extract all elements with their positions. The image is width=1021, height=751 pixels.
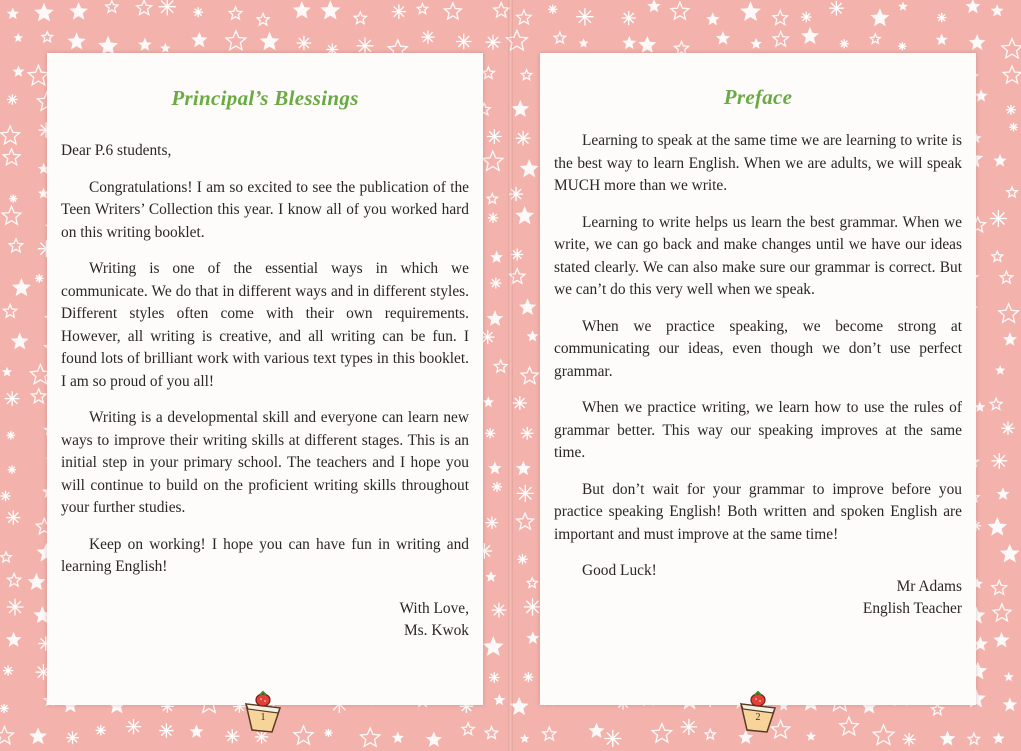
sparkle-icon bbox=[511, 249, 523, 261]
star-icon bbox=[873, 725, 894, 745]
sparkle-icon bbox=[6, 510, 20, 524]
sparkle-icon bbox=[489, 672, 500, 683]
star-icon bbox=[969, 34, 986, 50]
star-icon bbox=[361, 728, 380, 746]
star-icon bbox=[801, 27, 819, 44]
star-icon bbox=[999, 304, 1018, 323]
sparkle-icon bbox=[392, 5, 406, 19]
star-icon bbox=[7, 7, 19, 19]
sparkle-icon bbox=[486, 35, 501, 50]
sparkle-icon bbox=[801, 12, 812, 23]
sparkle-icon bbox=[513, 396, 527, 410]
sparkle-icon bbox=[225, 729, 239, 743]
star-icon bbox=[773, 10, 788, 24]
star-icon bbox=[995, 365, 1005, 375]
star-icon bbox=[932, 704, 944, 715]
star-icon bbox=[260, 32, 280, 51]
star-icon bbox=[1004, 672, 1014, 681]
star-icon bbox=[527, 330, 539, 341]
star-icon bbox=[42, 32, 53, 42]
sparkle-icon bbox=[991, 453, 1007, 469]
star-icon bbox=[28, 573, 46, 590]
star-icon bbox=[543, 727, 556, 740]
star-icon bbox=[652, 724, 672, 743]
sparkle-icon bbox=[126, 719, 141, 734]
star-icon bbox=[485, 727, 497, 739]
star-icon bbox=[68, 32, 86, 49]
star-icon bbox=[1, 126, 20, 144]
sparkle-icon bbox=[523, 672, 533, 682]
page-title-preface: Preface bbox=[723, 85, 793, 109]
star-icon bbox=[494, 3, 509, 17]
star-icon bbox=[992, 251, 1003, 261]
teacher-signoff bbox=[863, 576, 962, 620]
star-icon bbox=[992, 580, 1007, 594]
star-icon bbox=[494, 694, 506, 705]
sparkle-icon bbox=[9, 195, 17, 203]
sparkle-icon bbox=[486, 516, 499, 529]
star-icon bbox=[12, 278, 31, 296]
star-icon bbox=[4, 305, 17, 318]
star-icon bbox=[11, 332, 29, 349]
paragraph: Writing is a developmental skill and everyone can learn new ways to improve their writing skills at different stages. This is an initial step in your primary school. The teachers and I hope you will continue to build on the proficient writing skills throughout your further studies. bbox=[61, 409, 469, 516]
sparkle-icon bbox=[66, 731, 79, 744]
star-icon bbox=[975, 89, 988, 102]
sparkle-icon bbox=[1006, 105, 1016, 115]
sparkle-icon bbox=[1001, 422, 1014, 435]
page-number: 2 bbox=[755, 712, 761, 723]
sparkle-icon bbox=[0, 491, 10, 502]
star-icon bbox=[137, 0, 152, 14]
star-icon bbox=[483, 151, 503, 170]
star-icon bbox=[444, 3, 461, 19]
page-title-principals-blessings: Principal’s Blessings bbox=[171, 86, 359, 110]
sparkle-icon bbox=[490, 278, 501, 289]
sparkle-icon bbox=[488, 213, 498, 223]
star-icon bbox=[638, 36, 656, 53]
sparkle-icon bbox=[492, 603, 507, 618]
star-icon bbox=[991, 4, 1004, 16]
signoff-name: Mr Adams bbox=[896, 578, 962, 595]
sparkle-icon bbox=[421, 30, 434, 43]
star-icon bbox=[417, 4, 428, 14]
sparkle-icon bbox=[7, 94, 18, 104]
star-icon bbox=[993, 604, 1011, 621]
star-icon bbox=[29, 727, 47, 744]
star-icon bbox=[490, 251, 503, 263]
star-icon bbox=[870, 8, 889, 26]
sparkle-icon bbox=[622, 11, 636, 25]
star-icon bbox=[994, 632, 1010, 647]
sparkle-icon bbox=[898, 42, 906, 50]
preface-body bbox=[554, 130, 962, 597]
star-icon bbox=[1007, 187, 1018, 197]
strawberry-cake-icon bbox=[240, 690, 286, 736]
star-icon bbox=[840, 717, 859, 735]
star-icon bbox=[257, 13, 269, 25]
star-icon bbox=[160, 43, 170, 53]
star-icon bbox=[31, 389, 46, 403]
star-icon bbox=[589, 723, 605, 738]
star-icon bbox=[988, 517, 1008, 536]
star-icon bbox=[482, 67, 494, 78]
star-icon bbox=[229, 7, 242, 19]
strawberry-cake-icon bbox=[735, 690, 781, 736]
star-icon bbox=[968, 733, 980, 744]
sparkle-icon bbox=[7, 431, 16, 440]
star-icon bbox=[392, 732, 404, 744]
star-icon bbox=[1003, 332, 1017, 346]
left-page bbox=[47, 53, 483, 705]
star-icon bbox=[1003, 66, 1021, 83]
salutation: Dear P.6 students, bbox=[61, 142, 172, 159]
sparkle-icon bbox=[937, 13, 946, 22]
sparkle-icon bbox=[1009, 123, 1018, 132]
sparkle-icon bbox=[524, 598, 541, 615]
star-icon bbox=[806, 731, 816, 741]
principal-signoff bbox=[400, 598, 469, 642]
star-icon bbox=[190, 724, 204, 737]
sparkle-icon bbox=[159, 723, 173, 737]
star-icon bbox=[705, 729, 715, 739]
sparkle-icon bbox=[0, 704, 9, 713]
sparkle-icon bbox=[576, 8, 593, 25]
star-icon bbox=[515, 206, 534, 224]
sparkle-icon bbox=[903, 733, 916, 746]
star-icon bbox=[993, 154, 1006, 167]
sparkle-icon bbox=[517, 485, 534, 502]
sparkle-icon bbox=[324, 729, 332, 737]
star-icon bbox=[993, 732, 1005, 744]
star-icon bbox=[517, 513, 534, 529]
star-icon bbox=[9, 239, 23, 252]
sparkle-icon bbox=[456, 34, 472, 50]
star-icon bbox=[516, 461, 531, 475]
star-icon bbox=[487, 194, 497, 204]
sparkle-icon bbox=[604, 730, 621, 747]
star-icon bbox=[579, 38, 589, 47]
star-icon bbox=[485, 571, 496, 582]
star-icon bbox=[1000, 544, 1020, 563]
star-icon bbox=[521, 70, 532, 80]
star-icon bbox=[106, 1, 118, 13]
star-icon bbox=[294, 726, 313, 744]
star-icon bbox=[13, 66, 25, 77]
star-icon bbox=[14, 33, 24, 42]
sparkle-icon bbox=[159, 0, 176, 15]
sparkle-icon bbox=[840, 39, 849, 48]
sparkle-icon bbox=[35, 274, 44, 283]
star-icon bbox=[870, 34, 880, 43]
star-icon bbox=[320, 0, 340, 19]
star-icon bbox=[483, 396, 494, 407]
star-icon bbox=[69, 2, 87, 20]
sparkle-icon bbox=[492, 482, 502, 492]
sparkle-icon bbox=[517, 554, 527, 564]
sparkle-icon bbox=[5, 391, 20, 406]
star-icon bbox=[940, 731, 956, 746]
star-icon bbox=[898, 1, 908, 10]
star-icon bbox=[521, 367, 538, 384]
star-icon bbox=[740, 1, 761, 21]
star-icon bbox=[3, 149, 20, 165]
star-icon bbox=[716, 31, 730, 45]
star-icon bbox=[936, 34, 948, 46]
star-icon bbox=[517, 10, 532, 24]
star-icon bbox=[520, 159, 539, 177]
sparkle-icon bbox=[521, 427, 534, 440]
star-icon bbox=[997, 487, 1010, 499]
book-spine bbox=[508, 0, 513, 751]
sparkle-icon bbox=[516, 131, 531, 146]
paragraph: Congratulations! I am so excited to see the publication of the Teen Writers’ Collection this year. I know all of you worked hard on this writing booklet. bbox=[61, 178, 469, 241]
star-icon bbox=[527, 578, 537, 588]
star-icon bbox=[512, 100, 530, 117]
star-icon bbox=[1000, 271, 1013, 283]
star-icon bbox=[6, 632, 22, 647]
star-icon bbox=[2, 367, 12, 377]
star-icon bbox=[34, 3, 54, 22]
star-icon bbox=[706, 12, 720, 25]
star-icon bbox=[990, 398, 1002, 409]
star-icon bbox=[494, 360, 507, 372]
star-icon bbox=[773, 31, 788, 46]
sparkle-icon bbox=[681, 719, 697, 735]
star-icon bbox=[28, 65, 49, 85]
sparkle-icon bbox=[193, 7, 203, 17]
paragraph: Writing is one of the essential ways in which we communicate. We do that in different ways and in different styles. Different styles often come with their own requirements. However, all writing is creative, and all writing can be fun. I found lots of brilliant work with various text types in this booklet. I am so proud of you all! bbox=[61, 260, 469, 390]
star-icon bbox=[226, 31, 246, 50]
sparkle-icon bbox=[485, 428, 495, 438]
sparkle-icon bbox=[487, 129, 502, 144]
star-icon bbox=[1002, 39, 1021, 58]
principal-letter-body bbox=[61, 140, 469, 593]
star-icon bbox=[1003, 697, 1018, 711]
sparkle-icon bbox=[548, 5, 557, 14]
paragraph: When we practice speaking, we become strong at communicating our ideas, even though we don’t use perfect grammar. bbox=[554, 317, 962, 380]
star-icon bbox=[0, 727, 14, 744]
sparkle-icon bbox=[96, 725, 106, 736]
signoff-closing: With Love, bbox=[399, 600, 469, 617]
sparkle-icon bbox=[3, 665, 13, 675]
star-icon bbox=[554, 32, 566, 43]
paragraph: Learning to write helps us learn the best grammar. When we write, we can go back and make changes until we have our ideas stated clearly. We can also make sure our grammar is correct. But we can’t do this very well when we speak. bbox=[554, 213, 962, 298]
paragraph: But don’t wait for your grammar to improve before you practice speaking English! Both written and spoken English are important and must improve at the same time! bbox=[554, 480, 962, 543]
paragraph: Keep on working! I hope you can have fun in writing and learning English! bbox=[61, 535, 469, 575]
right-page bbox=[540, 53, 976, 705]
star-icon bbox=[647, 0, 661, 12]
star-icon bbox=[191, 32, 207, 48]
star-icon bbox=[526, 632, 539, 644]
paragraph: When we practice writing, we learn how to use the rules of grammar better. This way our speaking improves at the same time. bbox=[554, 399, 962, 461]
sparkle-icon bbox=[829, 1, 844, 16]
paragraph: Good Luck! bbox=[582, 562, 657, 579]
star-icon bbox=[1, 552, 12, 562]
star-icon bbox=[2, 206, 21, 224]
sparkle-icon bbox=[7, 599, 24, 616]
signoff-title: English Teacher bbox=[862, 600, 962, 617]
star-icon bbox=[519, 298, 536, 315]
sparkle-icon bbox=[357, 37, 374, 54]
star-icon bbox=[488, 462, 501, 475]
star-icon bbox=[138, 38, 152, 51]
star-icon bbox=[671, 2, 689, 19]
star-icon bbox=[750, 38, 761, 49]
signoff-name: Ms. Kwok bbox=[404, 622, 469, 639]
sparkle-icon bbox=[8, 466, 16, 474]
page-number: 1 bbox=[260, 712, 266, 723]
star-icon bbox=[965, 0, 980, 13]
star-icon bbox=[426, 732, 442, 747]
sparkle-icon bbox=[990, 210, 1007, 227]
star-icon bbox=[487, 310, 503, 326]
star-icon bbox=[354, 12, 366, 24]
star-icon bbox=[520, 734, 530, 743]
paragraph: Learning to speak at the same time we are learning to write is the best way to learn English. When we are adults, we will speak MUCH more than we write. bbox=[554, 132, 962, 194]
star-icon bbox=[8, 574, 21, 587]
sparkle-icon bbox=[297, 36, 312, 51]
star-icon bbox=[462, 723, 474, 735]
star-icon bbox=[483, 636, 504, 656]
star-icon bbox=[293, 1, 311, 18]
star-icon bbox=[622, 36, 636, 49]
